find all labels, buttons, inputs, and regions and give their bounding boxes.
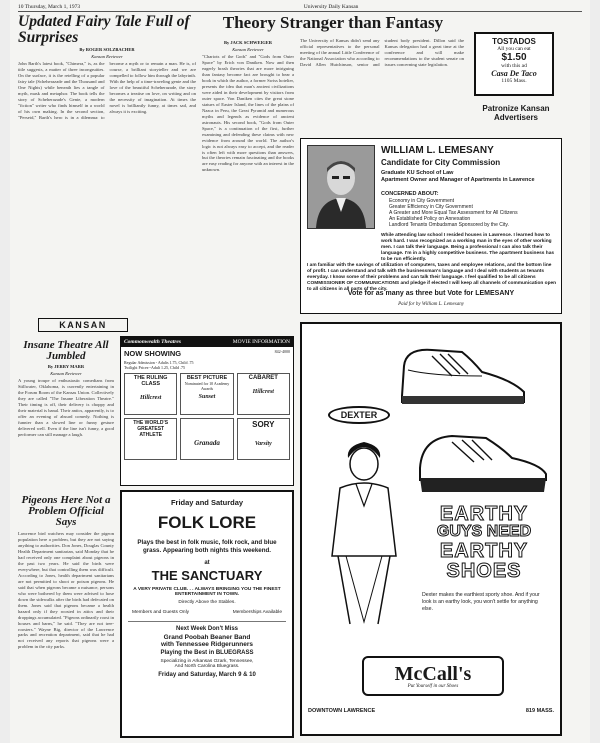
lemesany-office: Candidate for City Commission xyxy=(381,158,501,167)
movie-nominated: Nominated for 10 Academy Awards xyxy=(184,381,230,391)
lemesany-vote: Vote for as many as three but Vote for LEMESANY xyxy=(347,290,515,297)
story-pigeons-body: Lawrence bird watchers may consider the pigeon population here a problem, but they are not saying anything to authorities. Don Jones, Douglas County Health Department sanitarian, said Monday that he had received only one complaint about pigeons in the past two years. He said the birds were everywhere, but that controlling them was difficult. According to Jones, health department sanitarians are not permitted to shoot or poison pigeons. He said that when pigeons became a nuisance, persons who were bothered by them were advised to hose down the sidewalks after the birds had defecated on them. Jones said that pigeons became a health hazard only if they roosted in attics and their droppings accumulated. "Pigeons ordinarily roost in houses and barns," he said. "They are not tree-roosters." Wayne Big, director of the Lawrence parks and recreation department, said that he had not received any reports that pigeons were a problem in the city parks. xyxy=(18,531,114,650)
folklore-desc: Plays the best in folk music, folk rock, and blue grass. Appearing both nights this weekend. xyxy=(137,539,277,555)
lemesany-para2: I am familiar with the savings of utilization of computers, taxes and employee relations, and the bottom line of profit. I can understand and talk with the businessman's language and I deal with students as tenants everyday. I know some of their problems and can talk their language. I feel qualified to be all citizens COMMISSIONER OF COMMUNICATIONS and pledge if elected I will keep all channels of communication open to all citizens in all parts of the city. xyxy=(307,263,557,292)
story-fairy-tale-byline: By ROGER SOLZBACHER xyxy=(79,47,135,52)
patronize-line2: Advertisers xyxy=(493,113,539,122)
tostados-line2: with this ad xyxy=(501,63,527,69)
patronize-kansan xyxy=(466,104,566,122)
movie-title: THE WORLD'S GREATEST ATHLETE xyxy=(133,420,169,438)
slogan-line: EARTHY xyxy=(439,503,529,525)
movie-title: BEST PICTURE xyxy=(186,375,228,381)
candidate-photo xyxy=(307,145,375,229)
story-theory-headline: Theory Stranger than Fantasy xyxy=(222,14,444,32)
movie-title: SORY xyxy=(252,420,275,429)
story-theory-body: "Chariots of the Gods" and "Gods from Outer Space" by Erich von Daniken. Now and then eagerly brash theories that are more intriguing than fantasy become fact are brought to bear a book in which the author, a former Swiss hotelier, presents the idea that man's ancient civilizations were aided in their development by visitors from outer space. Von Daniken cites the great stone statues of Easter Island, the lines of the plains of Nazca in Peru, the Great Pyramid and numerous myths and legends as evidence of ancient astronauts. His second book, "Gods from Outer Space," is a continuation of the first, further examining and defending these claims with new evidence from around the world. The author's logic is not always easy to accept, and the reader is often left with more questions than answers, but the theories remain fascinating and the books are easy reading for anyone with an interest in the unknown. xyxy=(202,54,294,173)
movies-header: Commonwealth Theatres xyxy=(124,339,181,345)
slogan-line: GUYS NEED xyxy=(436,523,532,540)
movies-info-title: MOVIE INFORMATION xyxy=(232,339,290,345)
kansan-label: KANSAN xyxy=(38,318,128,332)
folklore-top: Friday and Saturday xyxy=(170,498,244,507)
story-theory-byline: By JACK SCHWEIGER xyxy=(223,40,272,45)
movie-venue: Hillcrest xyxy=(139,395,162,401)
movie-cabaret xyxy=(237,373,290,415)
folklore-bluegrass: Playing the Best in BLUEGRASS xyxy=(160,649,254,656)
folklore-members: Members and Guests Only xyxy=(132,609,190,615)
folklore-spec1: Specializing in Arkansas Ozark, Tennessee, xyxy=(160,658,254,664)
movies-twilight: Twilight Prices--Adult 1.25, Child .75 xyxy=(124,365,185,370)
mccalls-address: 819 MASS. xyxy=(525,708,554,714)
mccalls-footer xyxy=(308,708,554,714)
story-theory-col1 xyxy=(202,38,294,338)
slogan-line: EARTHY xyxy=(439,539,529,562)
movie-venue: Hillcrest xyxy=(252,389,274,395)
folklore-tag: A VERY PRIVATE CLUB. . . ALWAYS BRINGING YOU THE FINEST ENTERTAINMENT IN TOWN. xyxy=(133,586,281,597)
folklore-membership-row xyxy=(132,610,282,615)
movie-title: THE RULING CLASS xyxy=(133,375,168,387)
story-fairy-tale-headline: Updated Fairy Tale Full of Surprises xyxy=(18,14,190,46)
lemesany-name: WILLIAM L. LEMESANY xyxy=(381,145,494,156)
folio-paper: University Daily Kansan xyxy=(303,4,359,10)
mccalls-store: McCall's xyxy=(394,662,472,685)
folklore-next: Next Week Don't Miss xyxy=(176,625,238,632)
movie-granada xyxy=(180,418,233,460)
story-insane-theatre-byline: By JERRY MARR xyxy=(47,364,85,369)
slogan-line: SHOES xyxy=(446,559,522,582)
lemesany-sub1: Graduate KU School of Law xyxy=(381,170,454,176)
mccalls-body: Dexter makes the earthiest sporty shoe. And if your look is an earthy look, you won't settle for anything else. xyxy=(422,592,540,612)
tostados-title: TOSTADOS xyxy=(492,37,536,46)
man-figure-icon xyxy=(316,436,412,626)
tostados-line1: All you can eat xyxy=(497,46,531,52)
earthy-slogan xyxy=(414,504,554,581)
story-insane-theatre-body: A young troupe of enthusiastic comedians from Stillwater, Oklahoma, is currently entertaining in the Forum Room of the Kansas Union. Collectively they are called "The Insane Liberation Theatre." Their timing is off, their delivery is choppy and their material is banal. Their antics, apparently, is to offer an evening of absurd comedy. Nothing is funnier than a slowed line or funny gesture delivered well. Even if the line isn't funny, a good performer can still manage a laugh. xyxy=(18,378,114,437)
movies-regular: Regular Admission - Adults 1.75, Child .75 xyxy=(124,360,194,365)
ad-folk-lore xyxy=(120,490,294,738)
story-pigeons xyxy=(18,495,114,740)
lemesany-issue: A Greater and More Equal Tax Assessment for All Citizens xyxy=(389,210,518,216)
movies-now-showing: NOW SHOWING xyxy=(124,349,182,358)
story-insane-theatre xyxy=(18,340,114,500)
story-insane-theatre-role: Kansan Reviewer xyxy=(50,371,82,376)
ad-mccalls-dexter xyxy=(300,322,562,736)
story-insane-theatre-headline: Insane Theatre All Jumbled xyxy=(23,340,109,362)
folio-date: 10 Thursday, March 1, 1973 xyxy=(18,4,81,10)
folklore-at: at xyxy=(204,559,210,566)
movies-grid xyxy=(121,370,293,463)
movies-admission-row xyxy=(121,347,293,360)
movie-greatest-athlete xyxy=(124,418,177,460)
tostados-address: 1105 Mass. xyxy=(501,78,527,84)
story-fairy-tale-role: Kansan Reviewer xyxy=(91,54,123,59)
story-theory-role: Kansan Reviewer xyxy=(232,47,264,52)
folklore-memberships: Memberships Available xyxy=(232,609,282,615)
mccalls-location: DOWNTOWN LAWRENCE xyxy=(308,708,376,714)
folklore-main: FOLK LORE xyxy=(157,513,257,532)
lemesany-para1: While attending law school I resided houses in Lawrence. I learned how to work hard. I was recognized as a working man in the eyes of other working men. I can talk their language. Being a professional I can also talk their language. I'm in a highly competitive business. The apartment business has to be run efficiently. xyxy=(381,233,555,262)
lemesany-paid: Paid for by William L. Lemesany xyxy=(398,302,464,307)
patronize-line1: Patronize Kansan xyxy=(482,104,550,113)
folklore-grand: Grand Poobah Beaner Band xyxy=(163,633,251,641)
lemesany-issue: An Established Policy on Annexation xyxy=(389,216,471,222)
ad-lemesany xyxy=(300,138,562,314)
story-fairy-tale-body: John Barth's latest book, "Chimera," is, as the title suggests, a matter of three incongruities. On the surface, it is the retelling of a popular fairy tale (Scheherazade and the Thousand and One Nights) while beneath lies a tangle of myth, mask and metaphor. The book tells the story of Scheherazade's Genie, a modern "fiction" writer who finds himself in a world of his own making. In the second section, "Perseid," Barth's hero is in a dilemma: to become a myth or to remain a man. He is, of course, a brilliant storyteller and we are compelled to follow him through the labyrinth. With the help of a time-traveling genie and the love of the beautiful Scheherazade, the story becomes a treatise on love, on writing and on the necessity of imagination. At times the novel is brilliantly funny, at times sad, and always it is exciting. xyxy=(18,61,196,120)
movies-phone: 842-4000 xyxy=(274,349,290,354)
tostados-place: Casa De Taco xyxy=(491,69,537,78)
movies-header-bar xyxy=(121,337,293,347)
movie-best-picture xyxy=(180,373,233,415)
story-pigeons-headline: Pigeons Here Not a Problem Official Says xyxy=(21,495,111,528)
mccalls-tagline: Put Yourself in our Shoes xyxy=(407,683,459,689)
page-folio xyxy=(18,4,582,12)
candidate-portrait-icon xyxy=(308,146,374,228)
boot-shoe-icon xyxy=(392,336,532,411)
story-theory-col2 xyxy=(300,38,464,134)
tostados-price: $1.50 xyxy=(501,52,527,63)
lemesany-issues-list xyxy=(389,198,559,228)
lemesany-issue: Greater Efficiency in City Government xyxy=(389,204,473,210)
story-theory-body2: The University of Kansas didn't send any official representatives to the personal meeting of the annual Little Conference of the National Association who according to David Allen Hutchinson, senior and student body president. Dillon said the Kansas delegation had a great time at the conference and will make recommendations to the student senate on issues concerning state legislation. xyxy=(300,38,464,67)
folklore-dates: Friday and Saturday, March 9 & 10 xyxy=(158,671,256,678)
ad-tostados xyxy=(474,32,554,96)
movie-sory xyxy=(237,418,290,460)
folklore-with: with Tennessee Ridgerunners xyxy=(161,640,253,648)
folklore-venue: THE SANCTUARY xyxy=(151,567,263,583)
platform-shoe-icon xyxy=(412,418,552,498)
story-fairy-tale xyxy=(18,14,196,314)
lemesany-sub2: Apartment Owner and Manager of Apartments in Lawrence xyxy=(381,177,535,183)
folklore-divider xyxy=(128,621,286,622)
movie-venue: Sunset xyxy=(198,394,216,400)
newspaper-page xyxy=(10,0,590,743)
lemesany-issue: Landlord Tenants Ombudsman Sponsored by the City. xyxy=(389,222,509,228)
lemesany-issue: Economy in City Government xyxy=(389,198,455,204)
movie-ruling-class xyxy=(124,373,177,415)
folklore-addr: Directly Above the Stables. xyxy=(178,599,236,605)
mccalls-logo xyxy=(362,656,504,696)
dexter-logo: DEXTER xyxy=(328,406,390,424)
ad-commonwealth-theatres xyxy=(120,336,294,486)
movie-title: CABARET xyxy=(248,375,278,381)
movie-venue: Granada xyxy=(194,439,220,447)
movie-venue: Varsity xyxy=(254,441,272,447)
lemesany-concerned: CONCERNED ABOUT: xyxy=(381,191,439,197)
folklore-spec2: And North Carolina Bluegrass. xyxy=(174,663,240,669)
